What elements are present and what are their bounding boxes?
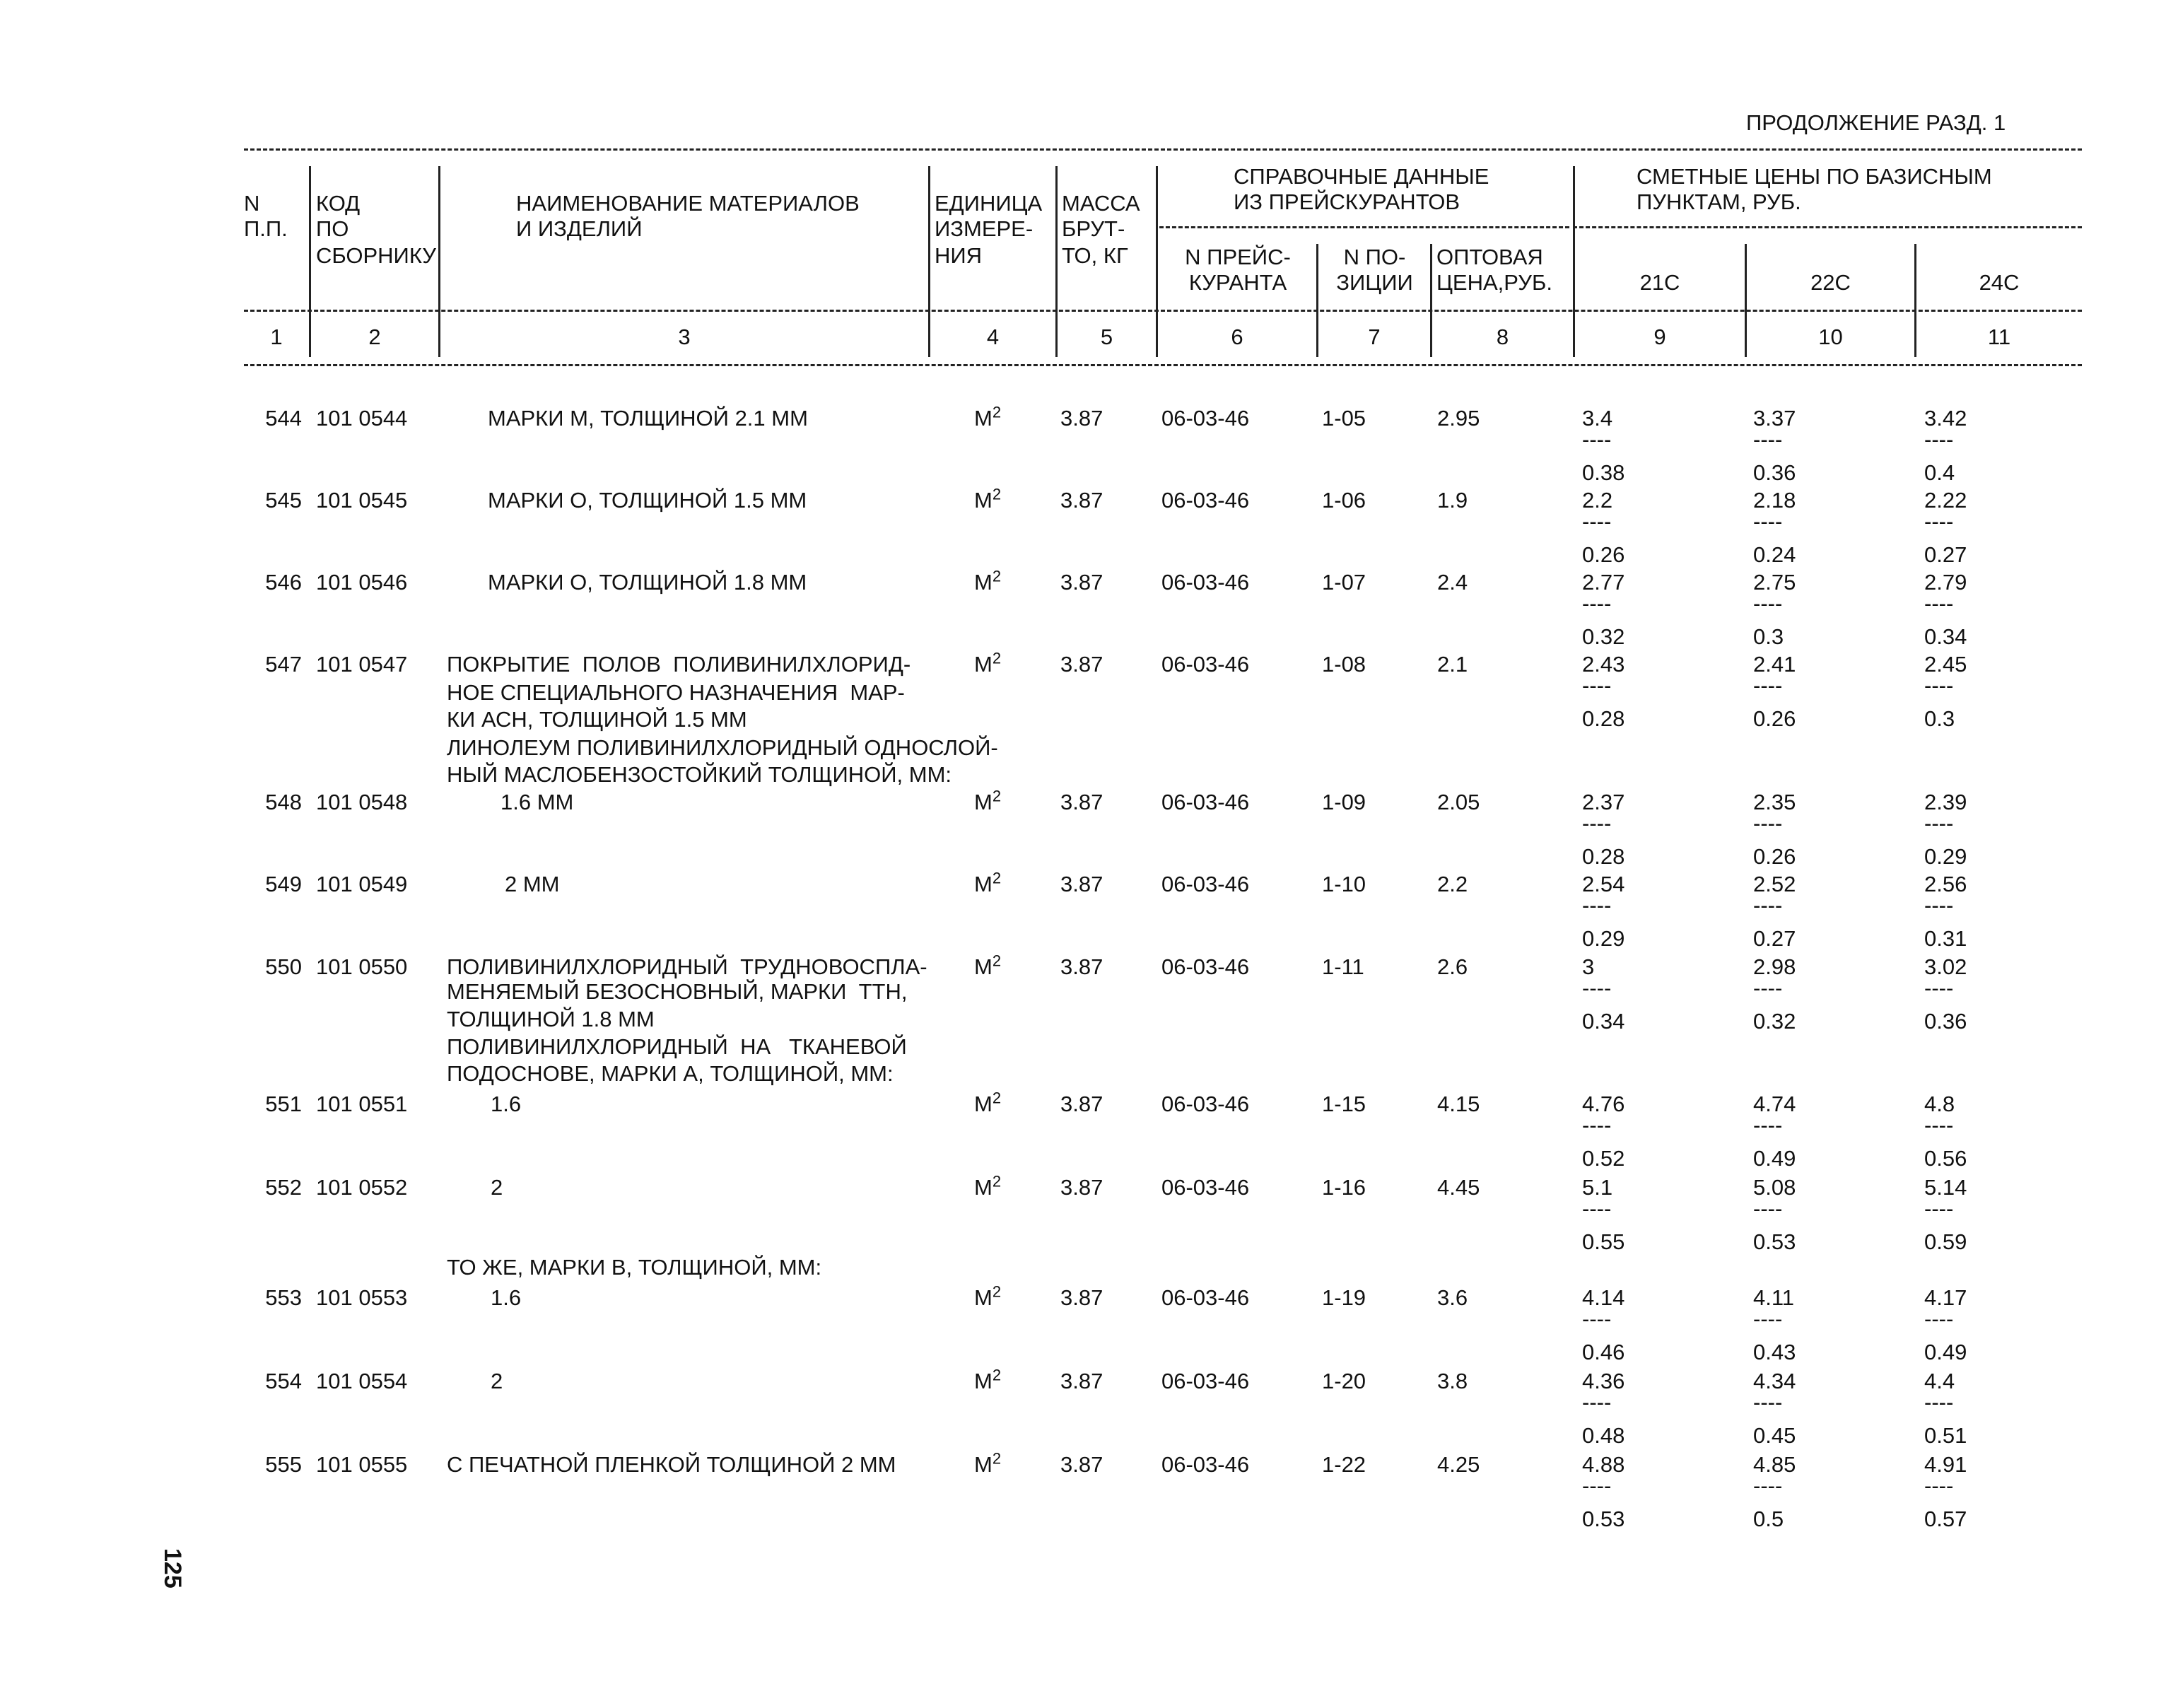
- estimate-transport-price: 0.4: [1924, 460, 1955, 485]
- col-code-l3: СБОРНИКУ: [316, 243, 436, 268]
- col-pricelist-l1: N ПРЕЙС-: [1185, 245, 1291, 269]
- estimate-price: 4.34: [1753, 1369, 1796, 1393]
- estimate-transport-price: 0.34: [1582, 1009, 1625, 1034]
- rule-top: [244, 148, 2082, 151]
- row-number: 548: [265, 790, 302, 814]
- estimate-price: 2.39: [1924, 790, 1967, 814]
- col-number: 3: [678, 324, 691, 349]
- col-number: 9: [1653, 324, 1666, 349]
- estimate-transport-price: 0.53: [1753, 1229, 1796, 1254]
- unit-exponent: 2: [992, 1282, 1002, 1301]
- estimate-transport-price: 0.3: [1924, 706, 1955, 731]
- col-wholesale-l2: ЦЕНА,РУБ.: [1436, 270, 1552, 295]
- fraction-bar: ----: [1753, 976, 1783, 1000]
- row-number: 546: [265, 570, 302, 595]
- estimate-transport-price: 0.57: [1924, 1507, 1967, 1531]
- col-reference-l1: СПРАВОЧНЫЕ ДАННЫЕ: [1234, 164, 1489, 189]
- estimate-price: 5.1: [1582, 1175, 1613, 1200]
- name-continuation: НЫЙ МАСЛОБЕНЗОСТОЙКИЙ ТОЛЩИНОЙ, ММ:: [447, 762, 952, 787]
- unit-symbol: М: [974, 1092, 993, 1116]
- row-unit: [974, 403, 1002, 431]
- col-number: 11: [1987, 324, 2011, 349]
- row-position: 1-09: [1322, 790, 1366, 814]
- row-mass: 3.87: [1060, 488, 1104, 513]
- row-mass: 3.87: [1060, 1452, 1104, 1477]
- unit-exponent: 2: [992, 869, 1002, 887]
- estimate-price: 2.22: [1924, 488, 1967, 513]
- row-number: 547: [265, 652, 302, 677]
- row-name: 2: [491, 1175, 503, 1200]
- row-code: 101 0546: [316, 570, 408, 595]
- row-unit: [974, 1449, 1002, 1478]
- name-continuation: НОЕ СПЕЦИАЛЬНОГО НАЗНАЧЕНИЯ МАР-: [447, 680, 905, 705]
- estimate-transport-price: 0.48: [1582, 1423, 1625, 1448]
- row-name: ПОЛИВИНИЛХЛОРИДНЫЙ ТРУДНОВОСПЛА-: [447, 954, 927, 979]
- estimate-transport-price: 0.28: [1582, 706, 1625, 731]
- row-wholesale-price: 2.1: [1437, 652, 1468, 677]
- estimate-transport-price: 0.51: [1924, 1423, 1967, 1448]
- fraction-bar: ----: [1753, 1113, 1783, 1137]
- estimate-price: 5.14: [1924, 1175, 1967, 1200]
- row-wholesale-price: 4.25: [1437, 1452, 1480, 1477]
- fraction-bar: ----: [1753, 1306, 1783, 1331]
- estimate-transport-price: 0.53: [1582, 1507, 1625, 1531]
- fraction-bar: ----: [1753, 509, 1783, 534]
- estimate-price: 2.41: [1753, 652, 1796, 677]
- row-unit: [974, 1089, 1002, 1117]
- name-continuation: ТО ЖЕ, МАРКИ В, ТОЛЩИНОЙ, ММ:: [447, 1255, 822, 1280]
- estimate-transport-price: 0.32: [1582, 624, 1625, 649]
- fraction-bar: ----: [1924, 591, 1954, 616]
- fraction-bar: ----: [1753, 1390, 1783, 1415]
- estimate-price: 4.76: [1582, 1092, 1625, 1116]
- rule-subheader-est: [1573, 226, 2082, 228]
- estimate-transport-price: 0.52: [1582, 1146, 1625, 1171]
- row-number: 550: [265, 954, 302, 979]
- estimate-price: 4.8: [1924, 1092, 1955, 1116]
- estimate-transport-price: 0.29: [1582, 926, 1625, 951]
- row-mass: 3.87: [1060, 872, 1104, 896]
- estimate-transport-price: 0.3: [1753, 624, 1784, 649]
- row-number: 554: [265, 1369, 302, 1393]
- fraction-bar: ----: [1924, 509, 1954, 534]
- row-name: МАРКИ М, ТОЛЩИНОЙ 2.1 ММ: [488, 406, 808, 431]
- estimate-price: 3.02: [1924, 954, 1967, 979]
- row-unit: [974, 869, 1002, 897]
- estimate-price: 2.79: [1924, 570, 1967, 595]
- row-position: 1-22: [1322, 1452, 1366, 1477]
- estimate-price: 2.45: [1924, 652, 1967, 677]
- estimate-price: 2.54: [1582, 872, 1625, 896]
- estimate-price: 4.11: [1753, 1285, 1795, 1310]
- fraction-bar: ----: [1582, 1196, 1612, 1221]
- col-number: 10: [1818, 324, 1843, 349]
- row-position: 1-06: [1322, 488, 1366, 513]
- estimate-price: 2.35: [1753, 790, 1796, 814]
- estimate-transport-price: 0.32: [1753, 1009, 1796, 1034]
- row-wholesale-price: 2.4: [1437, 570, 1468, 595]
- col-unit-l2: ИЗМЕРЕ-: [935, 216, 1034, 241]
- estimate-price: 2.98: [1753, 954, 1796, 979]
- estimate-transport-price: 0.27: [1753, 926, 1796, 951]
- name-continuation: ПОЛИВИНИЛХЛОРИДНЫЙ НА ТКАНЕВОЙ: [447, 1034, 907, 1059]
- unit-symbol: М: [974, 790, 993, 814]
- row-position: 1-20: [1322, 1369, 1366, 1393]
- row-mass: 3.87: [1060, 570, 1104, 595]
- row-wholesale-price: 4.15: [1437, 1092, 1480, 1116]
- estimate-transport-price: 0.49: [1753, 1146, 1796, 1171]
- row-mass: 3.87: [1060, 954, 1104, 979]
- row-code: 101 0544: [316, 406, 408, 431]
- unit-exponent: 2: [992, 649, 1002, 667]
- row-number: 545: [265, 488, 302, 513]
- row-pricelist: 06-03-46: [1161, 652, 1250, 677]
- estimate-transport-price: 0.45: [1753, 1423, 1796, 1448]
- row-code: 101 0553: [316, 1285, 408, 1310]
- col-mass-l2: БРУТ-: [1062, 216, 1125, 241]
- fraction-bar: ----: [1753, 1196, 1783, 1221]
- estimate-price: 4.85: [1753, 1452, 1796, 1477]
- fraction-bar: ----: [1582, 811, 1612, 836]
- row-mass: 3.87: [1060, 790, 1104, 814]
- row-wholesale-price: 2.05: [1437, 790, 1480, 814]
- estimate-transport-price: 0.36: [1924, 1009, 1967, 1034]
- unit-exponent: 2: [992, 1089, 1002, 1107]
- name-continuation: ТОЛЩИНОЙ 1.8 ММ: [447, 1007, 655, 1031]
- estimate-price: 2.75: [1753, 570, 1796, 595]
- row-mass: 3.87: [1060, 1285, 1104, 1310]
- row-mass: 3.87: [1060, 1175, 1104, 1200]
- row-wholesale-price: 2.2: [1437, 872, 1468, 896]
- fraction-bar: ----: [1924, 1473, 1954, 1498]
- col-number: 6: [1231, 324, 1243, 349]
- row-pricelist: 06-03-46: [1161, 790, 1250, 814]
- estimate-transport-price: 0.56: [1924, 1146, 1967, 1171]
- row-position: 1-07: [1322, 570, 1366, 595]
- rule-subheader-ref: [1159, 226, 1569, 228]
- estimate-transport-price: 0.34: [1924, 624, 1967, 649]
- estimate-price: 5.08: [1753, 1175, 1796, 1200]
- unit-exponent: 2: [992, 1172, 1002, 1191]
- estimate-transport-price: 0.31: [1924, 926, 1967, 951]
- row-unit: [974, 1172, 1002, 1200]
- row-pricelist: 06-03-46: [1161, 1369, 1250, 1393]
- fraction-bar: ----: [1924, 1113, 1954, 1137]
- row-unit: [974, 567, 1002, 595]
- unit-symbol: М: [974, 1285, 993, 1310]
- col-pricelist-l2: КУРАНТА: [1188, 270, 1287, 295]
- col-unit-l1: ЕДИНИЦА: [935, 191, 1043, 216]
- fraction-bar: ----: [1582, 427, 1612, 452]
- col-reference-l2: ИЗ ПРЕЙСКУРАНТОВ: [1234, 189, 1460, 214]
- unit-symbol: М: [974, 652, 993, 677]
- fraction-bar: ----: [1753, 427, 1783, 452]
- row-name: 2: [491, 1369, 503, 1393]
- row-unit: [974, 787, 1002, 815]
- row-name: МАРКИ О, ТОЛЩИНОЙ 1.5 ММ: [488, 488, 807, 513]
- row-position: 1-08: [1322, 652, 1366, 677]
- col-22c: 22С: [1810, 270, 1851, 295]
- rule-numbers-bottom: [244, 364, 2082, 366]
- fraction-bar: ----: [1582, 976, 1612, 1000]
- row-unit: [974, 649, 1002, 677]
- estimate-price: 2.56: [1924, 872, 1967, 896]
- col-mass-l1: МАССА: [1062, 191, 1140, 216]
- unit-symbol: М: [974, 954, 993, 979]
- estimate-transport-price: 0.26: [1753, 844, 1796, 869]
- col-position-l1: N ПО-: [1343, 245, 1406, 269]
- row-unit: [974, 485, 1002, 513]
- fraction-bar: ----: [1582, 1113, 1612, 1137]
- col-mass-l3: ТО, КГ: [1062, 243, 1128, 268]
- row-mass: 3.87: [1060, 1092, 1104, 1116]
- estimate-price: 2.37: [1582, 790, 1625, 814]
- fraction-bar: ----: [1924, 427, 1954, 452]
- row-position: 1-15: [1322, 1092, 1366, 1116]
- row-number: 544: [265, 406, 302, 431]
- estimate-price: 4.74: [1753, 1092, 1796, 1116]
- col-wholesale-l1: ОПТОВАЯ: [1436, 245, 1543, 269]
- col-number: 8: [1496, 324, 1509, 349]
- name-continuation: ЛИНОЛЕУМ ПОЛИВИНИЛХЛОРИДНЫЙ ОДНОСЛОЙ-: [447, 735, 998, 760]
- estimate-price: 4.4: [1924, 1369, 1955, 1393]
- estimate-price: 3: [1582, 954, 1595, 979]
- row-position: 1-10: [1322, 872, 1366, 896]
- estimate-price: 4.14: [1582, 1285, 1625, 1310]
- row-name: МАРКИ О, ТОЛЩИНОЙ 1.8 ММ: [488, 570, 807, 595]
- row-unit: [974, 1366, 1002, 1394]
- estimate-transport-price: 0.27: [1924, 542, 1967, 567]
- row-position: 1-11: [1322, 954, 1364, 979]
- row-code: 101 0550: [316, 954, 408, 979]
- unit-exponent: 2: [992, 403, 1002, 421]
- row-code: 101 0555: [316, 1452, 408, 1477]
- col-code-l2: ПО: [316, 216, 349, 241]
- row-code: 101 0552: [316, 1175, 408, 1200]
- estimate-price: 2.2: [1582, 488, 1613, 513]
- unit-exponent: 2: [992, 1366, 1002, 1384]
- fraction-bar: ----: [1582, 1306, 1612, 1331]
- col-21c: 21С: [1639, 270, 1680, 295]
- row-code: 101 0551: [316, 1092, 408, 1116]
- row-code: 101 0549: [316, 872, 408, 896]
- row-name: 1.6: [491, 1092, 522, 1116]
- estimate-transport-price: 0.28: [1582, 844, 1625, 869]
- row-wholesale-price: 1.9: [1437, 488, 1468, 513]
- fraction-bar: ----: [1753, 1473, 1783, 1498]
- fraction-bar: ----: [1753, 591, 1783, 616]
- row-pricelist: 06-03-46: [1161, 570, 1250, 595]
- row-pricelist: 06-03-46: [1161, 872, 1250, 896]
- estimate-price: 4.36: [1582, 1369, 1625, 1393]
- estimate-price: 3.42: [1924, 406, 1967, 431]
- fraction-bar: ----: [1924, 893, 1954, 918]
- unit-exponent: 2: [992, 787, 1002, 805]
- row-pricelist: 06-03-46: [1161, 488, 1250, 513]
- page-number: 125: [159, 1548, 186, 1589]
- row-number: 555: [265, 1452, 302, 1477]
- row-name: 2 ММ: [505, 872, 560, 896]
- col-unit-l3: НИЯ: [935, 243, 983, 268]
- fraction-bar: ----: [1582, 1473, 1612, 1498]
- unit-symbol: М: [974, 1452, 993, 1477]
- unit-symbol: М: [974, 406, 993, 431]
- unit-exponent: 2: [992, 1449, 1002, 1468]
- estimate-transport-price: 0.38: [1582, 460, 1625, 485]
- row-name: 1.6 ММ: [500, 790, 574, 814]
- row-wholesale-price: 4.45: [1437, 1175, 1480, 1200]
- row-code: 101 0548: [316, 790, 408, 814]
- unit-symbol: М: [974, 488, 993, 513]
- col-number: 2: [368, 324, 381, 349]
- row-pricelist: 06-03-46: [1161, 1092, 1250, 1116]
- fraction-bar: ----: [1582, 1390, 1612, 1415]
- continuation-label: ПРОДОЛЖЕНИЕ РАЗД. 1: [1746, 110, 2006, 135]
- row-wholesale-price: 3.6: [1437, 1285, 1468, 1310]
- fraction-bar: ----: [1924, 811, 1954, 836]
- estimate-price: 2.43: [1582, 652, 1625, 677]
- row-number: 552: [265, 1175, 302, 1200]
- estimate-price: 4.91: [1924, 1452, 1967, 1477]
- row-wholesale-price: 2.6: [1437, 954, 1468, 979]
- col-name-l2: И ИЗДЕЛИЙ: [516, 216, 643, 241]
- unit-exponent: 2: [992, 567, 1002, 585]
- row-mass: 3.87: [1060, 406, 1104, 431]
- row-position: 1-19: [1322, 1285, 1366, 1310]
- fraction-bar: ----: [1924, 673, 1954, 698]
- col-number: 7: [1368, 324, 1381, 349]
- row-mass: 3.87: [1060, 652, 1104, 677]
- col-number: 1: [270, 324, 283, 349]
- unit-symbol: М: [974, 1175, 993, 1200]
- fraction-bar: ----: [1582, 509, 1612, 534]
- col-24c: 24С: [1979, 270, 2020, 295]
- fraction-bar: ----: [1924, 1390, 1954, 1415]
- row-position: 1-05: [1322, 406, 1366, 431]
- row-number: 549: [265, 872, 302, 896]
- col-number: 4: [986, 324, 1000, 349]
- row-wholesale-price: 3.8: [1437, 1369, 1468, 1393]
- fraction-bar: ----: [1924, 1196, 1954, 1221]
- row-wholesale-price: 2.95: [1437, 406, 1480, 431]
- row-code: 101 0554: [316, 1369, 408, 1393]
- estimate-price: 3.4: [1582, 406, 1613, 431]
- estimate-transport-price: 0.43: [1753, 1340, 1796, 1364]
- rule-header-bottom: [244, 310, 2082, 312]
- col-n-l1: N: [244, 191, 260, 216]
- row-pricelist: 06-03-46: [1161, 1175, 1250, 1200]
- fraction-bar: ----: [1924, 976, 1954, 1000]
- estimate-price: 2.18: [1753, 488, 1796, 513]
- col-number: 5: [1100, 324, 1113, 349]
- row-code: 101 0547: [316, 652, 408, 677]
- name-continuation: КИ АСН, ТОЛЩИНОЙ 1.5 ММ: [447, 707, 747, 732]
- fraction-bar: ----: [1582, 673, 1612, 698]
- estimate-transport-price: 0.55: [1582, 1229, 1625, 1254]
- unit-symbol: М: [974, 1369, 993, 1393]
- fraction-bar: ----: [1753, 811, 1783, 836]
- row-pricelist: 06-03-46: [1161, 1452, 1250, 1477]
- fraction-bar: ----: [1924, 1306, 1954, 1331]
- row-unit: [974, 954, 1001, 980]
- name-continuation: МЕНЯЕМЫЙ БЕЗОСНОВНЫЙ, МАРКИ ТТН,: [447, 979, 908, 1004]
- row-pricelist: 06-03-46: [1161, 1285, 1250, 1310]
- row-name: С ПЕЧАТНОЙ ПЛЕНКОЙ ТОЛЩИНОЙ 2 ММ: [447, 1452, 896, 1477]
- unit-symbol: М: [974, 872, 993, 896]
- col-code-l1: КОД: [316, 191, 361, 216]
- estimate-transport-price: 0.29: [1924, 844, 1967, 869]
- row-unit: [974, 1282, 1002, 1311]
- unit-symbol: М: [974, 570, 993, 595]
- col-name-l1: НАИМЕНОВАНИЕ МАТЕРИАЛОВ: [516, 191, 860, 216]
- estimate-price: 2.52: [1753, 872, 1796, 896]
- row-pricelist: 06-03-46: [1161, 954, 1250, 979]
- estimate-price: 4.17: [1924, 1285, 1967, 1310]
- col-position-l2: ЗИЦИИ: [1336, 270, 1413, 295]
- estimate-transport-price: 0.5: [1753, 1507, 1784, 1531]
- row-name: ПОКРЫТИЕ ПОЛОВ ПОЛИВИНИЛХЛОРИД-: [447, 652, 911, 677]
- fraction-bar: ----: [1582, 591, 1612, 616]
- row-code: 101 0545: [316, 488, 408, 513]
- row-number: 553: [265, 1285, 302, 1310]
- name-continuation: ПОДОСНОВЕ, МАРКИ А, ТОЛЩИНОЙ, ММ:: [447, 1061, 894, 1086]
- estimate-price: 3.37: [1753, 406, 1796, 431]
- estimate-transport-price: 0.26: [1582, 542, 1625, 567]
- unit-exponent: 2: [992, 952, 1002, 970]
- col-estimate-l1: СМЕТНЫЕ ЦЕНЫ ПО БАЗИСНЫМ: [1637, 164, 1992, 189]
- estimate-transport-price: 0.24: [1753, 542, 1796, 567]
- estimate-transport-price: 0.26: [1753, 706, 1796, 731]
- estimate-transport-price: 0.36: [1753, 460, 1796, 485]
- estimate-price: 2.77: [1582, 570, 1625, 595]
- estimate-price: 4.88: [1582, 1452, 1625, 1477]
- row-pricelist: 06-03-46: [1161, 406, 1250, 431]
- row-position: 1-16: [1322, 1175, 1366, 1200]
- fraction-bar: ----: [1753, 893, 1783, 918]
- estimate-transport-price: 0.59: [1924, 1229, 1967, 1254]
- row-number: 551: [265, 1092, 302, 1116]
- fraction-bar: ----: [1753, 673, 1783, 698]
- row-mass: 3.87: [1060, 1369, 1104, 1393]
- col-estimate-l2: ПУНКТАМ, РУБ.: [1637, 189, 1801, 214]
- unit-exponent: 2: [992, 485, 1002, 503]
- estimate-transport-price: 0.49: [1924, 1340, 1967, 1364]
- estimate-transport-price: 0.46: [1582, 1340, 1625, 1364]
- row-name: 1.6: [491, 1285, 522, 1310]
- col-n-l2: П.П.: [244, 216, 288, 241]
- fraction-bar: ----: [1582, 893, 1612, 918]
